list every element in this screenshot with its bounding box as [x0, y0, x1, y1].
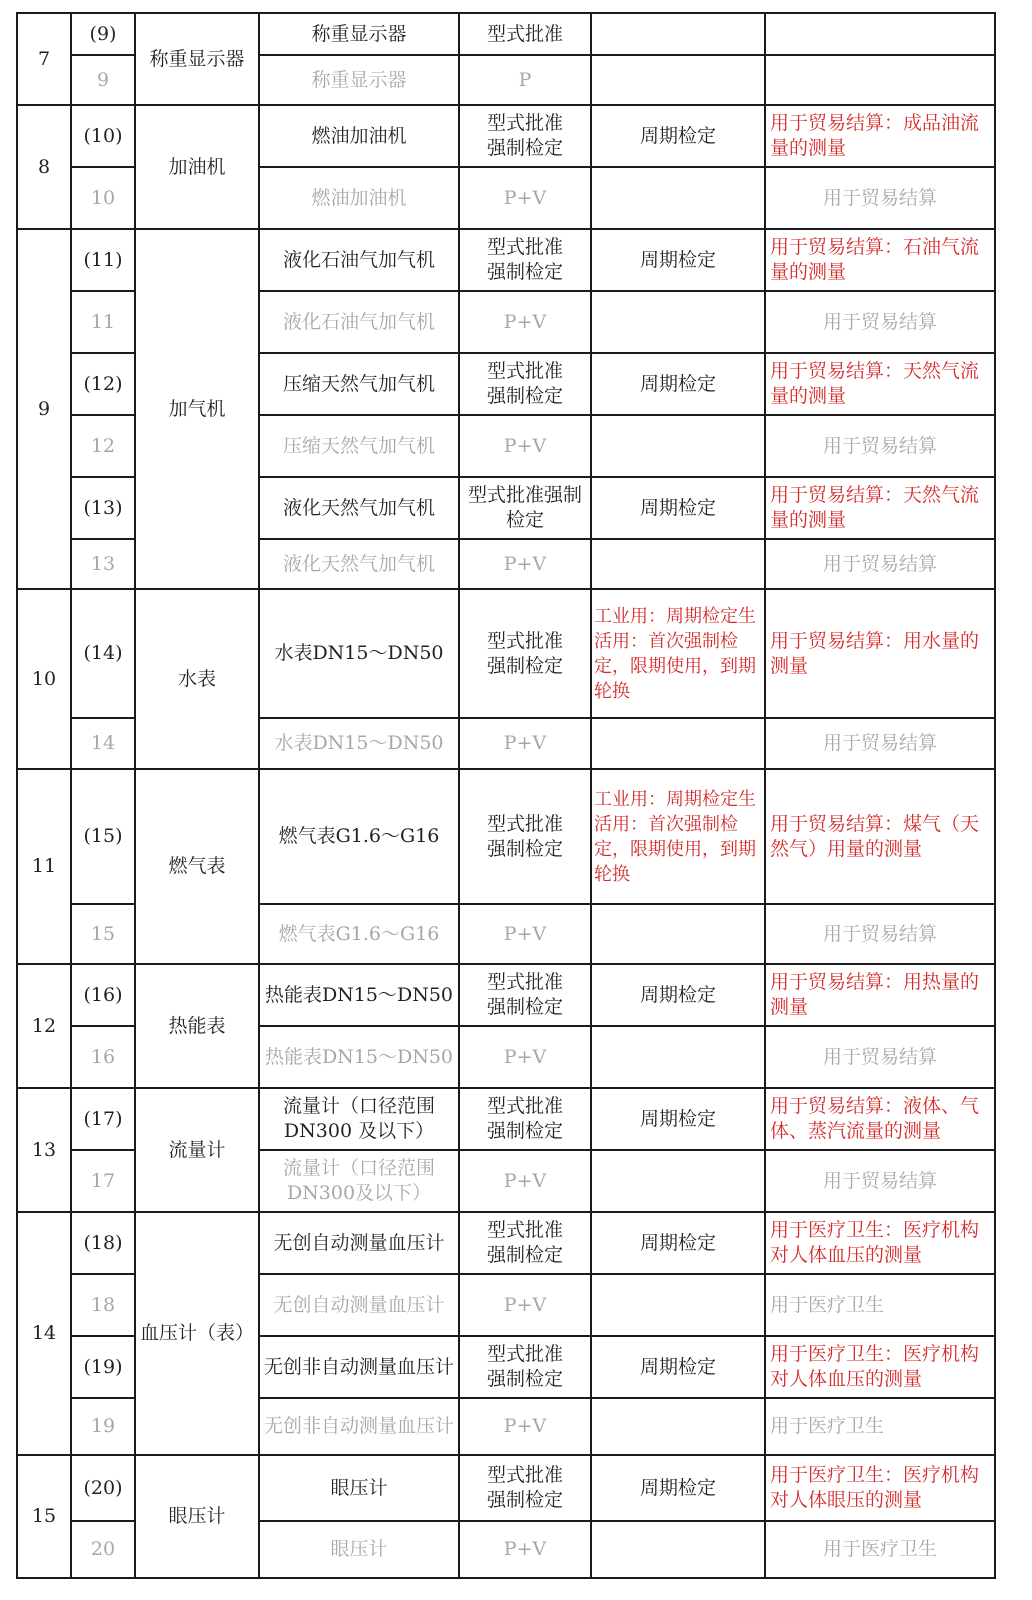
usage-scope: 用于贸易结算	[765, 1026, 995, 1088]
verification-method	[591, 415, 765, 477]
instrument-name: 热能表DN15～DN50	[259, 964, 459, 1026]
management-type: P	[459, 55, 591, 105]
management-type: 型式批准	[459, 13, 591, 55]
verification-method	[591, 1274, 765, 1336]
usage-scope: 用于贸易结算	[765, 904, 995, 964]
usage-scope	[765, 55, 995, 105]
sub-number: 19	[71, 1398, 135, 1455]
table-row	[17, 1088, 995, 1150]
verification-method: 周期检定	[591, 1212, 765, 1274]
usage-scope: 用于医疗卫生	[765, 1521, 995, 1578]
group-number: 8	[17, 105, 71, 229]
management-type: 型式批准 强制检定	[459, 1212, 591, 1274]
management-type: P+V	[459, 1398, 591, 1455]
verification-method	[591, 904, 765, 964]
verification-method	[591, 167, 765, 229]
sub-number: (9)	[71, 13, 135, 55]
management-type: 型式批准 强制检定	[459, 229, 591, 291]
instrument-name: 压缩天然气加气机	[259, 415, 459, 477]
sub-number: 18	[71, 1274, 135, 1336]
usage-scope: 用于贸易结算	[765, 415, 995, 477]
management-type: P+V	[459, 1026, 591, 1088]
usage-scope: 用于贸易结算：用水量的测量	[765, 589, 995, 718]
verification-method	[591, 539, 765, 589]
sub-number: 9	[71, 55, 135, 105]
table-row	[17, 105, 995, 167]
usage-scope: 用于医疗卫生	[765, 1274, 995, 1336]
management-type: 型式批准 强制检定	[459, 105, 591, 167]
category-name: 眼压计	[135, 1455, 259, 1578]
instrument-name: 燃油加油机	[259, 167, 459, 229]
verification-method	[591, 13, 765, 55]
verification-method: 周期检定	[591, 105, 765, 167]
usage-scope: 用于贸易结算：用热量的测量	[765, 964, 995, 1026]
instrument-name: 水表DN15～DN50	[259, 718, 459, 769]
management-type: 型式批准 强制检定	[459, 1088, 591, 1150]
management-type: 型式批准强制检定	[459, 477, 591, 539]
sub-number: (16)	[71, 964, 135, 1026]
sub-number: 14	[71, 718, 135, 769]
sub-number: (19)	[71, 1336, 135, 1398]
sub-number: (13)	[71, 477, 135, 539]
verification-method: 周期检定	[591, 1088, 765, 1150]
sub-number: (14)	[71, 589, 135, 718]
verification-method	[591, 1150, 765, 1212]
management-type: P+V	[459, 539, 591, 589]
verification-method	[591, 55, 765, 105]
verification-method	[591, 1521, 765, 1578]
instrument-catalog-table	[16, 12, 996, 1579]
instrument-name: 无创自动测量血压计	[259, 1212, 459, 1274]
group-number: 15	[17, 1455, 71, 1578]
table-row	[17, 769, 995, 904]
management-type: 型式批准 强制检定	[459, 1455, 591, 1521]
usage-scope: 用于贸易结算	[765, 539, 995, 589]
management-type: P+V	[459, 415, 591, 477]
sub-number: 20	[71, 1521, 135, 1578]
table-row	[17, 229, 995, 291]
sub-number: (11)	[71, 229, 135, 291]
sub-number: (10)	[71, 105, 135, 167]
usage-scope: 用于贸易结算	[765, 718, 995, 769]
verification-method	[591, 718, 765, 769]
sub-number: 16	[71, 1026, 135, 1088]
category-name: 热能表	[135, 964, 259, 1088]
usage-scope: 用于贸易结算：煤气（天然气）用量的测量	[765, 769, 995, 904]
instrument-name: 无创非自动测量血压计	[259, 1398, 459, 1455]
usage-scope: 用于贸易结算：天然气流量的测量	[765, 477, 995, 539]
management-type: 型式批准 强制检定	[459, 353, 591, 415]
group-number: 11	[17, 769, 71, 964]
group-number: 7	[17, 13, 71, 105]
category-name: 血压计（表）	[135, 1212, 259, 1455]
management-type: P+V	[459, 904, 591, 964]
instrument-name: 燃油加油机	[259, 105, 459, 167]
usage-scope	[765, 13, 995, 55]
usage-scope: 用于医疗卫生	[765, 1398, 995, 1455]
management-type: P+V	[459, 167, 591, 229]
usage-scope: 用于贸易结算	[765, 291, 995, 353]
verification-method: 周期检定	[591, 229, 765, 291]
instrument-name: 流量计（口径范围DN300及以下）	[259, 1150, 459, 1212]
verification-method: 周期检定	[591, 1455, 765, 1521]
verification-method: 周期检定	[591, 1336, 765, 1398]
instrument-name: 称重显示器	[259, 55, 459, 105]
sub-number: 12	[71, 415, 135, 477]
sub-number: 17	[71, 1150, 135, 1212]
usage-scope: 用于贸易结算：成品油流量的测量	[765, 105, 995, 167]
management-type: P+V	[459, 1521, 591, 1578]
usage-scope: 用于贸易结算：液体、气体、蒸汽流量的测量	[765, 1088, 995, 1150]
instrument-name: 燃气表G1.6～G16	[259, 769, 459, 904]
group-number: 14	[17, 1212, 71, 1455]
category-name: 流量计	[135, 1088, 259, 1212]
usage-scope: 用于贸易结算	[765, 1150, 995, 1212]
instrument-name: 流量计（口径范围DN300 及以下）	[259, 1088, 459, 1150]
group-number: 9	[17, 229, 71, 589]
group-number: 13	[17, 1088, 71, 1212]
verification-method: 周期检定	[591, 353, 765, 415]
sub-number: (17)	[71, 1088, 135, 1150]
verification-method: 工业用：周期检定生活用：首次强制检定，限期使用，到期轮换	[591, 769, 765, 904]
sub-number: (15)	[71, 769, 135, 904]
instrument-name: 水表DN15～DN50	[259, 589, 459, 718]
instrument-name: 液化天然气加气机	[259, 477, 459, 539]
usage-scope: 用于医疗卫生：医疗机构对人体眼压的测量	[765, 1455, 995, 1521]
category-name: 加气机	[135, 229, 259, 589]
table-row	[17, 1212, 995, 1274]
table-row	[17, 1455, 995, 1521]
sub-number: (20)	[71, 1455, 135, 1521]
sub-number: (12)	[71, 353, 135, 415]
instrument-name: 燃气表G1.6～G16	[259, 904, 459, 964]
sub-number: 11	[71, 291, 135, 353]
verification-method	[591, 291, 765, 353]
table-row	[17, 964, 995, 1026]
group-number: 12	[17, 964, 71, 1088]
instrument-name: 液化石油气加气机	[259, 229, 459, 291]
management-type: P+V	[459, 718, 591, 769]
instrument-name: 无创自动测量血压计	[259, 1274, 459, 1336]
management-type: 型式批准 强制检定	[459, 769, 591, 904]
usage-scope: 用于医疗卫生：医疗机构对人体血压的测量	[765, 1336, 995, 1398]
management-type: 型式批准 强制检定	[459, 1336, 591, 1398]
group-number: 10	[17, 589, 71, 769]
management-type: 型式批准 强制检定	[459, 964, 591, 1026]
usage-scope: 用于贸易结算：天然气流量的测量	[765, 353, 995, 415]
verification-method: 周期检定	[591, 477, 765, 539]
instrument-name: 液化天然气加气机	[259, 539, 459, 589]
verification-method	[591, 1026, 765, 1088]
instrument-name: 热能表DN15～DN50	[259, 1026, 459, 1088]
verification-method	[591, 1398, 765, 1455]
management-type: P+V	[459, 291, 591, 353]
category-name: 加油机	[135, 105, 259, 229]
management-type: P+V	[459, 1150, 591, 1212]
category-name: 称重显示器	[135, 13, 259, 105]
category-name: 水表	[135, 589, 259, 769]
instrument-name: 眼压计	[259, 1521, 459, 1578]
verification-method: 周期检定	[591, 964, 765, 1026]
category-name: 燃气表	[135, 769, 259, 964]
management-type: 型式批准 强制检定	[459, 589, 591, 718]
management-type: P+V	[459, 1274, 591, 1336]
instrument-name: 称重显示器	[259, 13, 459, 55]
instrument-name: 无创非自动测量血压计	[259, 1336, 459, 1398]
instrument-name: 压缩天然气加气机	[259, 353, 459, 415]
usage-scope: 用于贸易结算	[765, 167, 995, 229]
sub-number: 10	[71, 167, 135, 229]
sub-number: 13	[71, 539, 135, 589]
verification-method: 工业用：周期检定生活用：首次强制检定，限期使用，到期轮换	[591, 589, 765, 718]
table-row	[17, 589, 995, 718]
instrument-name: 液化石油气加气机	[259, 291, 459, 353]
instrument-name: 眼压计	[259, 1455, 459, 1521]
sub-number: (18)	[71, 1212, 135, 1274]
sub-number: 15	[71, 904, 135, 964]
table-row	[17, 13, 995, 55]
usage-scope: 用于贸易结算：石油气流量的测量	[765, 229, 995, 291]
usage-scope: 用于医疗卫生：医疗机构对人体血压的测量	[765, 1212, 995, 1274]
